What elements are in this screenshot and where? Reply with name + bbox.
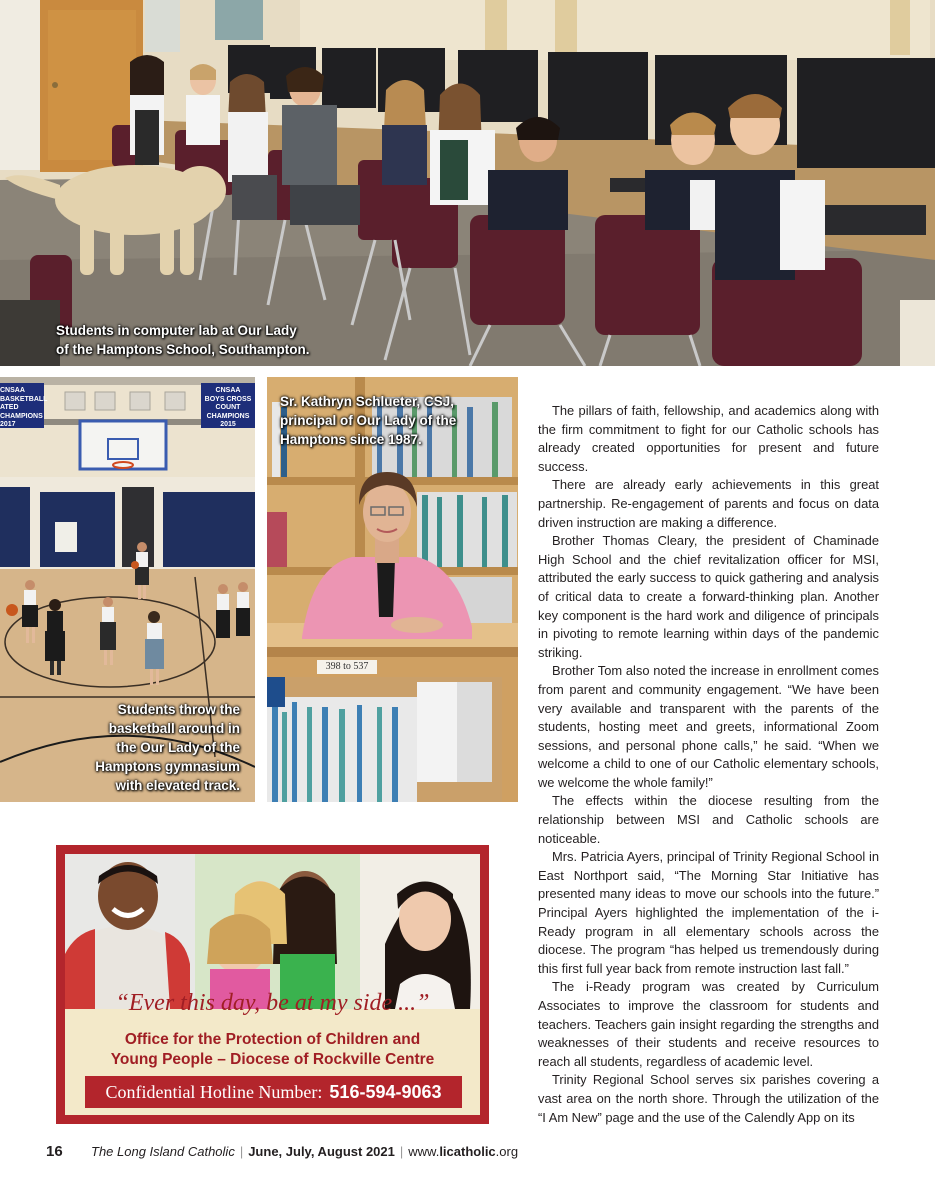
banner-line: ATED CHAMPIONS <box>0 404 43 420</box>
banner-line: BOYS CROSS COUNT <box>204 395 252 411</box>
website-suffix: .org <box>495 1143 519 1159</box>
library-photo <box>267 377 518 802</box>
caption-line: the Our Lady of the <box>116 740 240 755</box>
ad-panel <box>65 854 480 1115</box>
protection-office-ad <box>56 845 489 1124</box>
ad-hotline-bar <box>85 1076 462 1108</box>
banner-line: 2015 <box>220 421 236 428</box>
website-link[interactable] <box>408 1144 518 1159</box>
gymnasium-caption <box>95 700 240 795</box>
banner-line: BASKETBALL <box>0 395 48 403</box>
banner-line: CHAMPIONS <box>206 412 250 420</box>
article-paragraph: The i-Ready program was created by Curriculum Associates to improve the classroom for students and teachers. Teachers gain insight regarding the strengths and weaknesses of their students and receive resources to reach all students, regardless of academic level. <box>538 979 879 1069</box>
ad-photo-illustration <box>65 854 480 1009</box>
page-number: 16 <box>46 1142 63 1160</box>
issue-date: June, July, August 2021 <box>248 1143 395 1159</box>
ad-organization-name <box>65 1030 480 1070</box>
caption-line: Hamptons since 1987. <box>280 432 422 447</box>
ad-org-line: Young People – Diocese of Rockville Centre <box>110 1051 435 1068</box>
caption-line: Sr. Kathryn Schlueter, CSJ, <box>280 394 455 409</box>
article-paragraph: The pillars of faith, fellowship, and academics along with the firm commitment to fight for our Catholic schools has already created opportunities for present and future success. <box>538 403 879 474</box>
website-name: licatholic <box>439 1143 496 1159</box>
banner-basketball <box>0 387 48 430</box>
article-paragraph: Brother Thomas Cleary, the president of Chaminade High School and the chief revitalization officer for MSI, attributed the early success to quick gathering and analysis of critical data to create a forward-thinking plan. Another key component is the hard work and diligence of principals in pivoting to remote learning within days of the pandemic striking. <box>538 533 879 660</box>
footer-separator: | <box>239 1143 244 1159</box>
caption-line: Hamptons gymnasium <box>95 759 240 774</box>
article-paragraph: There are already early achievements in this great partnership. Re-engagement of parents and focus on data driven instruction are making a difference. <box>538 477 879 530</box>
article-paragraph: Trinity Regional School serves six parishes covering a vast area on the north shore. Through the utilization of the “I Am New” page and the use of the Calendly App on its <box>538 1072 879 1125</box>
ad-quote: “Ever this day, be at my side ...” <box>115 990 430 1016</box>
computer-lab-illustration <box>0 0 935 366</box>
page-footer <box>46 1141 518 1161</box>
caption-line: Students in computer lab at Our Lady <box>56 323 297 338</box>
caption-line: of the Hamptons School, Southampton. <box>56 342 310 357</box>
ad-hotline-number[interactable]: 516-594-9063 <box>329 1081 442 1102</box>
computer-lab-caption <box>56 321 310 359</box>
banner-line: 2017 <box>0 421 16 428</box>
caption-line: basketball around in <box>108 721 240 736</box>
article-body <box>538 402 879 1127</box>
article-paragraph: Mrs. Patricia Ayers, principal of Trinity Regional School in East Northport said, “The Morning Star Initiative has presented many ideas to move our schools into the future.” Principal Ayers highlighted the implementation of the i-Ready program in all elementary schools across the diocese. The program “has helped us tremendously during this first full year back from remote instruction last fall.” <box>538 849 879 976</box>
banner-cross-country <box>201 387 255 430</box>
caption-line: with elevated track. <box>115 778 240 793</box>
ad-photo-strip <box>65 854 480 1009</box>
publication-name: The Long Island Catholic <box>91 1143 235 1159</box>
computer-lab-photo <box>0 0 935 366</box>
banner-line: CNSAA <box>215 387 241 394</box>
article-paragraph: The effects within the diocese resulting from the relationship between MSI and Catholic schools are noticeable. <box>538 793 879 846</box>
gymnasium-photo <box>0 377 255 802</box>
banner-line: CNSAA <box>0 387 25 394</box>
article-paragraph: Brother Tom also noted the increase in enrollment comes from parent and community engagement. “We have been very available and transparent with the parents of the students, hosting meet and greets, informational Zoom sessions, and personal phone calls,” he said. “When we welcome a child to one of our Catholic elementary schools, we welcome the whole family!” <box>538 663 879 790</box>
ad-hotline-label: Confidential Hotline Number: <box>105 1081 323 1102</box>
shelf-label: 398 to 537 <box>325 661 369 672</box>
caption-line: principal of Our Lady of the <box>280 413 457 428</box>
website-prefix: www. <box>408 1143 440 1159</box>
ad-org-line: Office for the Protection of Children and <box>124 1031 421 1048</box>
caption-line: Students throw the <box>117 702 240 717</box>
footer-separator: | <box>399 1143 404 1159</box>
library-caption <box>280 392 456 449</box>
